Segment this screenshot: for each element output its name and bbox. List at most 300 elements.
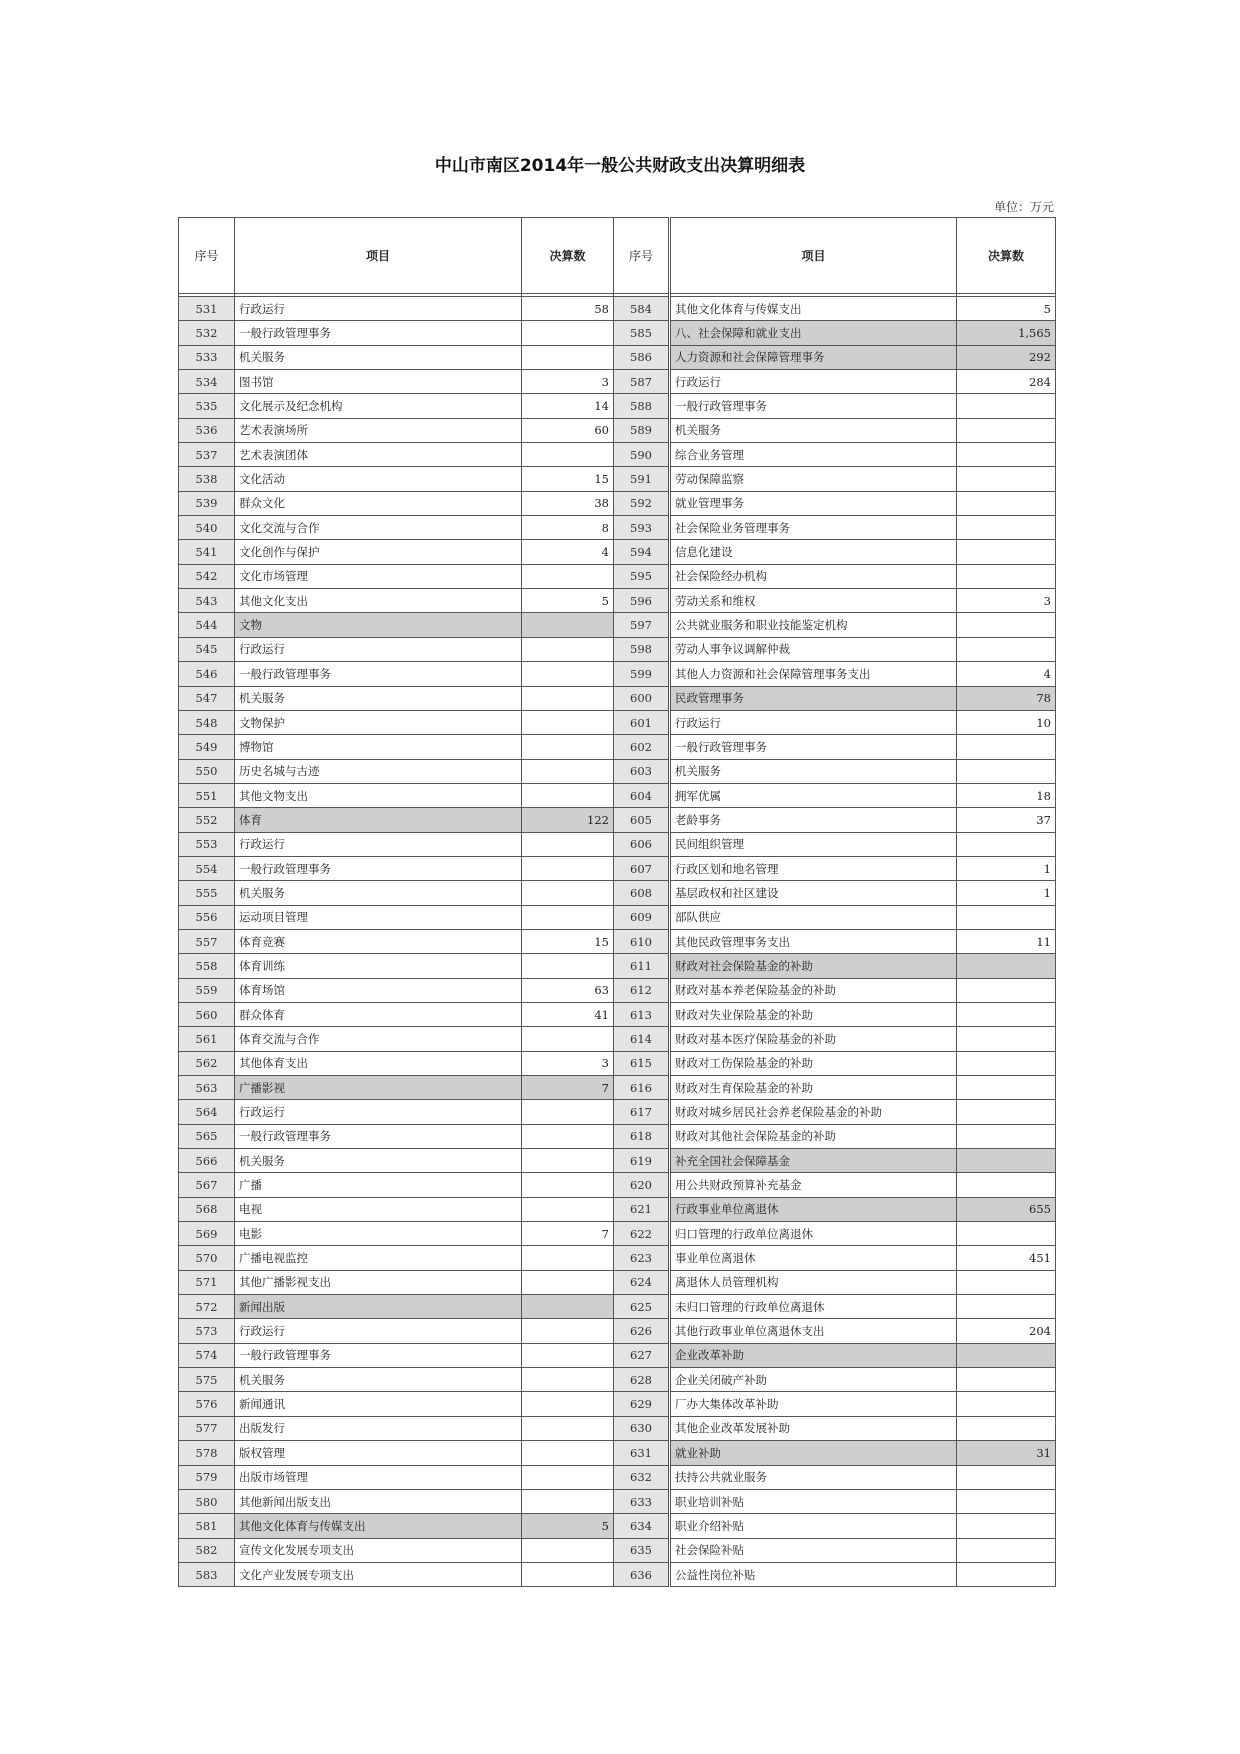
header-seq-left: 序号 [179,218,235,294]
right-item-cell: 厂办大集体改革补助 [670,1392,957,1416]
left-seq-cell: 532 [179,321,235,345]
left-amount-cell: 4 [522,540,614,564]
left-item-cell: 文化活动 [235,467,522,491]
right-seq-cell: 628 [614,1368,670,1392]
left-item-cell: 行政运行 [235,1319,522,1343]
table-row [179,1489,1056,1513]
left-amount-cell [522,1100,614,1124]
left-item-cell: 机关服务 [235,1368,522,1392]
right-item-cell: 就业补助 [670,1441,957,1465]
right-item-cell: 行政事业单位离退休 [670,1197,957,1221]
left-amount-cell [522,443,614,467]
left-item-cell: 广播电视监控 [235,1246,522,1270]
right-seq-cell: 633 [614,1489,670,1513]
left-seq-cell: 563 [179,1076,235,1100]
right-seq-cell: 630 [614,1416,670,1440]
left-amount-cell [522,662,614,686]
right-seq-cell: 617 [614,1100,670,1124]
right-item-cell: 行政运行 [670,370,957,394]
left-seq-cell: 574 [179,1343,235,1367]
table-row [179,443,1056,467]
right-amount-cell: 451 [957,1246,1056,1270]
right-seq-cell: 624 [614,1270,670,1294]
left-seq-cell: 561 [179,1027,235,1051]
right-amount-cell [957,1002,1056,1026]
right-seq-cell: 604 [614,783,670,807]
table-row [179,1246,1056,1270]
left-seq-cell: 560 [179,1002,235,1026]
right-item-cell: 其他人力资源和社会保障管理事务支出 [670,662,957,686]
table-row [179,1441,1056,1465]
table-row [179,589,1056,613]
left-seq-cell: 533 [179,345,235,369]
left-item-cell: 其他文化体育与传媒支出 [235,1514,522,1538]
right-seq-cell: 614 [614,1027,670,1051]
left-seq-cell: 579 [179,1465,235,1489]
table-row [179,905,1056,929]
right-item-cell: 财政对工伤保险基金的补助 [670,1051,957,1075]
left-amount-cell [522,1246,614,1270]
table-row [179,808,1056,832]
right-item-cell: 就业管理事务 [670,491,957,515]
right-item-cell: 事业单位离退休 [670,1246,957,1270]
header-amount-left: 决算数 [522,218,614,294]
right-item-cell: 劳动关系和维权 [670,589,957,613]
left-item-cell: 其他文物支出 [235,783,522,807]
right-item-cell: 民政管理事务 [670,686,957,710]
right-seq-cell: 584 [614,297,670,321]
page-title: 中山市南区2014年一般公共财政支出决算明细表 [434,156,806,176]
right-amount-cell [957,418,1056,442]
table-row [179,1027,1056,1051]
left-seq-cell: 546 [179,662,235,686]
right-amount-cell: 10 [957,710,1056,734]
table-row [179,467,1056,491]
header-amount-right: 决算数 [957,218,1056,294]
right-item-cell: 基层政权和社区建设 [670,881,957,905]
right-seq-cell: 622 [614,1222,670,1246]
right-seq-cell: 632 [614,1465,670,1489]
right-item-cell: 归口管理的行政单位离退休 [670,1222,957,1246]
left-item-cell: 文物保护 [235,710,522,734]
right-amount-cell: 1 [957,881,1056,905]
table-row [179,1562,1056,1586]
right-amount-cell [957,954,1056,978]
left-item-cell: 体育竞赛 [235,929,522,953]
right-item-cell: 财政对失业保险基金的补助 [670,1002,957,1026]
right-seq-cell: 596 [614,589,670,613]
left-amount-cell [522,1197,614,1221]
right-item-cell: 其他企业改革发展补助 [670,1416,957,1440]
left-seq-cell: 551 [179,783,235,807]
right-item-cell: 扶持公共就业服务 [670,1465,957,1489]
left-item-cell: 电视 [235,1197,522,1221]
right-amount-cell [957,735,1056,759]
right-seq-cell: 616 [614,1076,670,1100]
table-row [179,345,1056,369]
table-header-row [179,218,1056,294]
left-item-cell: 广播 [235,1173,522,1197]
right-amount-cell [957,1416,1056,1440]
left-item-cell: 文化市场管理 [235,564,522,588]
header-item-left: 项目 [235,218,522,294]
left-amount-cell [522,783,614,807]
left-amount-cell [522,856,614,880]
right-seq-cell: 589 [614,418,670,442]
table-row [179,1149,1056,1173]
left-amount-cell [522,1295,614,1319]
table-row [179,832,1056,856]
right-item-cell: 一般行政管理事务 [670,394,957,418]
right-seq-cell: 603 [614,759,670,783]
left-item-cell: 博物馆 [235,735,522,759]
right-item-cell: 用公共财政预算补充基金 [670,1173,957,1197]
left-seq-cell: 564 [179,1100,235,1124]
left-item-cell: 艺术表演场所 [235,418,522,442]
left-item-cell: 文物 [235,613,522,637]
left-item-cell: 版权管理 [235,1441,522,1465]
left-seq-cell: 540 [179,516,235,540]
table-row [179,613,1056,637]
left-item-cell: 出版发行 [235,1416,522,1440]
right-amount-cell [957,1270,1056,1294]
left-seq-cell: 570 [179,1246,235,1270]
left-seq-cell: 543 [179,589,235,613]
right-seq-cell: 593 [614,516,670,540]
right-item-cell: 拥军优属 [670,783,957,807]
right-item-cell: 公共就业服务和职业技能鉴定机构 [670,613,957,637]
left-seq-cell: 544 [179,613,235,637]
right-amount-cell: 1,565 [957,321,1056,345]
table-row [179,1538,1056,1562]
table-row [179,954,1056,978]
left-amount-cell [522,881,614,905]
table-row [179,929,1056,953]
right-seq-cell: 618 [614,1124,670,1148]
right-seq-cell: 631 [614,1441,670,1465]
right-item-cell: 离退休人员管理机构 [670,1270,957,1294]
right-amount-cell [957,1027,1056,1051]
unit-label: 单位：万元 [993,200,1054,214]
left-amount-cell [522,1538,614,1562]
left-item-cell: 行政运行 [235,637,522,661]
right-seq-cell: 636 [614,1562,670,1586]
table-row [179,1270,1056,1294]
right-item-cell: 其他行政事业单位离退休支出 [670,1319,957,1343]
left-amount-cell [522,345,614,369]
right-amount-cell: 3 [957,589,1056,613]
left-item-cell: 体育训练 [235,954,522,978]
right-item-cell: 劳动保障监察 [670,467,957,491]
table-row [179,1076,1056,1100]
left-amount-cell [522,1465,614,1489]
left-seq-cell: 539 [179,491,235,515]
left-item-cell: 其他新闻出版支出 [235,1489,522,1513]
table-row [179,418,1056,442]
right-seq-cell: 615 [614,1051,670,1075]
left-amount-cell [522,735,614,759]
table-row [179,321,1056,345]
table-row [179,881,1056,905]
right-item-cell: 综合业务管理 [670,443,957,467]
right-seq-cell: 610 [614,929,670,953]
left-item-cell: 机关服务 [235,345,522,369]
left-amount-cell: 15 [522,467,614,491]
right-amount-cell: 292 [957,345,1056,369]
right-amount-cell [957,1149,1056,1173]
right-amount-cell: 204 [957,1319,1056,1343]
right-item-cell: 八、社会保障和就业支出 [670,321,957,345]
right-seq-cell: 590 [614,443,670,467]
right-item-cell: 行政区划和地名管理 [670,856,957,880]
right-seq-cell: 600 [614,686,670,710]
right-amount-cell [957,1368,1056,1392]
left-seq-cell: 565 [179,1124,235,1148]
table-row [179,1319,1056,1343]
left-seq-cell: 534 [179,370,235,394]
left-amount-cell [522,1562,614,1586]
left-item-cell: 一般行政管理事务 [235,856,522,880]
right-amount-cell: 18 [957,783,1056,807]
left-amount-cell: 122 [522,808,614,832]
left-amount-cell [522,564,614,588]
right-amount-cell: 37 [957,808,1056,832]
right-seq-cell: 612 [614,978,670,1002]
left-seq-cell: 571 [179,1270,235,1294]
right-seq-cell: 635 [614,1538,670,1562]
table-row [179,540,1056,564]
table-row [179,662,1056,686]
right-amount-cell [957,1514,1056,1538]
table-row [179,1100,1056,1124]
left-seq-cell: 541 [179,540,235,564]
left-seq-cell: 537 [179,443,235,467]
left-seq-cell: 572 [179,1295,235,1319]
left-seq-cell: 542 [179,564,235,588]
table-row [179,1002,1056,1026]
right-amount-cell [957,1489,1056,1513]
table-row [179,710,1056,734]
left-seq-cell: 581 [179,1514,235,1538]
right-amount-cell [957,1124,1056,1148]
left-seq-cell: 536 [179,418,235,442]
right-amount-cell [957,759,1056,783]
left-seq-cell: 577 [179,1416,235,1440]
right-seq-cell: 621 [614,1197,670,1221]
right-item-cell: 其他民政管理事务支出 [670,929,957,953]
table-row [179,1173,1056,1197]
right-amount-cell [957,1076,1056,1100]
left-item-cell: 机关服务 [235,1149,522,1173]
left-seq-cell: 568 [179,1197,235,1221]
right-amount-cell: 655 [957,1197,1056,1221]
right-amount-cell [957,516,1056,540]
right-seq-cell: 598 [614,637,670,661]
left-item-cell: 图书馆 [235,370,522,394]
left-amount-cell: 5 [522,589,614,613]
right-item-cell: 公益性岗位补贴 [670,1562,957,1586]
left-item-cell: 一般行政管理事务 [235,662,522,686]
right-item-cell: 信息化建设 [670,540,957,564]
right-amount-cell: 5 [957,297,1056,321]
right-item-cell: 职业培训补贴 [670,1489,957,1513]
right-amount-cell [957,637,1056,661]
left-amount-cell [522,905,614,929]
right-item-cell: 财政对基本医疗保险基金的补助 [670,1027,957,1051]
left-item-cell: 艺术表演团体 [235,443,522,467]
right-item-cell: 财政对城乡居民社会养老保险基金的补助 [670,1100,957,1124]
right-amount-cell [957,1100,1056,1124]
left-amount-cell [522,1416,614,1440]
right-amount-cell: 11 [957,929,1056,953]
table-row [179,1124,1056,1148]
left-seq-cell: 554 [179,856,235,880]
left-item-cell: 体育 [235,808,522,832]
left-amount-cell [522,637,614,661]
left-amount-cell [522,710,614,734]
left-amount-cell [522,832,614,856]
left-item-cell: 一般行政管理事务 [235,1343,522,1367]
left-seq-cell: 549 [179,735,235,759]
right-amount-cell [957,1051,1056,1075]
left-seq-cell: 567 [179,1173,235,1197]
right-item-cell: 补充全国社会保障基金 [670,1149,957,1173]
left-amount-cell [522,759,614,783]
left-seq-cell: 557 [179,929,235,953]
left-amount-cell: 14 [522,394,614,418]
table-row [179,735,1056,759]
left-item-cell: 运动项目管理 [235,905,522,929]
table-row [179,491,1056,515]
right-amount-cell: 284 [957,370,1056,394]
right-item-cell: 民间组织管理 [670,832,957,856]
table-row [179,564,1056,588]
table-row [179,686,1056,710]
left-amount-cell [522,1027,614,1051]
left-seq-cell: 575 [179,1368,235,1392]
left-item-cell: 文化展示及纪念机构 [235,394,522,418]
left-item-cell: 一般行政管理事务 [235,1124,522,1148]
right-item-cell: 人力资源和社会保障管理事务 [670,345,957,369]
table-row [179,394,1056,418]
right-seq-cell: 588 [614,394,670,418]
right-seq-cell: 594 [614,540,670,564]
left-seq-cell: 578 [179,1441,235,1465]
left-item-cell: 文化产业发展专项支出 [235,1562,522,1586]
right-item-cell: 职业介绍补贴 [670,1514,957,1538]
right-item-cell: 社会保险补贴 [670,1538,957,1562]
table-row [179,1197,1056,1221]
left-amount-cell [522,1441,614,1465]
left-item-cell: 其他体育支出 [235,1051,522,1075]
right-seq-cell: 608 [614,881,670,905]
left-seq-cell: 562 [179,1051,235,1075]
left-amount-cell [522,954,614,978]
left-item-cell: 历史名城与古迹 [235,759,522,783]
left-amount-cell: 15 [522,929,614,953]
right-seq-cell: 627 [614,1343,670,1367]
right-seq-cell: 611 [614,954,670,978]
table-row [179,297,1056,321]
left-seq-cell: 531 [179,297,235,321]
left-amount-cell: 38 [522,491,614,515]
left-seq-cell: 550 [179,759,235,783]
right-item-cell: 社会保险业务管理事务 [670,516,957,540]
right-item-cell: 机关服务 [670,418,957,442]
left-item-cell: 其他广播影视支出 [235,1270,522,1294]
table-row [179,978,1056,1002]
right-seq-cell: 595 [614,564,670,588]
right-amount-cell [957,1343,1056,1367]
right-seq-cell: 602 [614,735,670,759]
left-item-cell: 文化交流与合作 [235,516,522,540]
expenditure-table [178,217,1056,1587]
left-item-cell: 广播影视 [235,1076,522,1100]
right-amount-cell [957,1562,1056,1586]
left-item-cell: 体育交流与合作 [235,1027,522,1051]
right-amount-cell [957,394,1056,418]
left-item-cell: 宣传文化发展专项支出 [235,1538,522,1562]
left-item-cell: 电影 [235,1222,522,1246]
right-seq-cell: 619 [614,1149,670,1173]
left-seq-cell: 553 [179,832,235,856]
right-seq-cell: 587 [614,370,670,394]
left-item-cell: 机关服务 [235,881,522,905]
right-amount-cell [957,613,1056,637]
right-seq-cell: 606 [614,832,670,856]
left-item-cell: 行政运行 [235,297,522,321]
right-amount-cell [957,1295,1056,1319]
left-item-cell: 行政运行 [235,1100,522,1124]
left-item-cell: 体育场馆 [235,978,522,1002]
left-amount-cell [522,1343,614,1367]
left-seq-cell: 552 [179,808,235,832]
right-item-cell: 部队供应 [670,905,957,929]
left-item-cell: 行政运行 [235,832,522,856]
table-row [179,516,1056,540]
right-seq-cell: 599 [614,662,670,686]
left-seq-cell: 555 [179,881,235,905]
right-seq-cell: 620 [614,1173,670,1197]
left-amount-cell [522,1319,614,1343]
left-item-cell: 一般行政管理事务 [235,321,522,345]
right-amount-cell [957,540,1056,564]
left-item-cell: 机关服务 [235,686,522,710]
right-amount-cell [957,1465,1056,1489]
table-row [179,1368,1056,1392]
right-amount-cell: 4 [957,662,1056,686]
right-item-cell: 老龄事务 [670,808,957,832]
right-item-cell: 财政对社会保险基金的补助 [670,954,957,978]
right-amount-cell [957,1392,1056,1416]
right-amount-cell [957,1538,1056,1562]
left-item-cell: 出版市场管理 [235,1465,522,1489]
left-item-cell: 新闻出版 [235,1295,522,1319]
left-amount-cell [522,613,614,637]
left-amount-cell [522,1489,614,1513]
left-seq-cell: 580 [179,1489,235,1513]
left-amount-cell: 7 [522,1222,614,1246]
right-seq-cell: 634 [614,1514,670,1538]
left-amount-cell: 5 [522,1514,614,1538]
right-amount-cell [957,832,1056,856]
right-amount-cell [957,467,1056,491]
left-amount-cell [522,1270,614,1294]
right-item-cell: 社会保险经办机构 [670,564,957,588]
table-row [179,1295,1056,1319]
header-item-right: 项目 [670,218,957,294]
right-amount-cell: 78 [957,686,1056,710]
